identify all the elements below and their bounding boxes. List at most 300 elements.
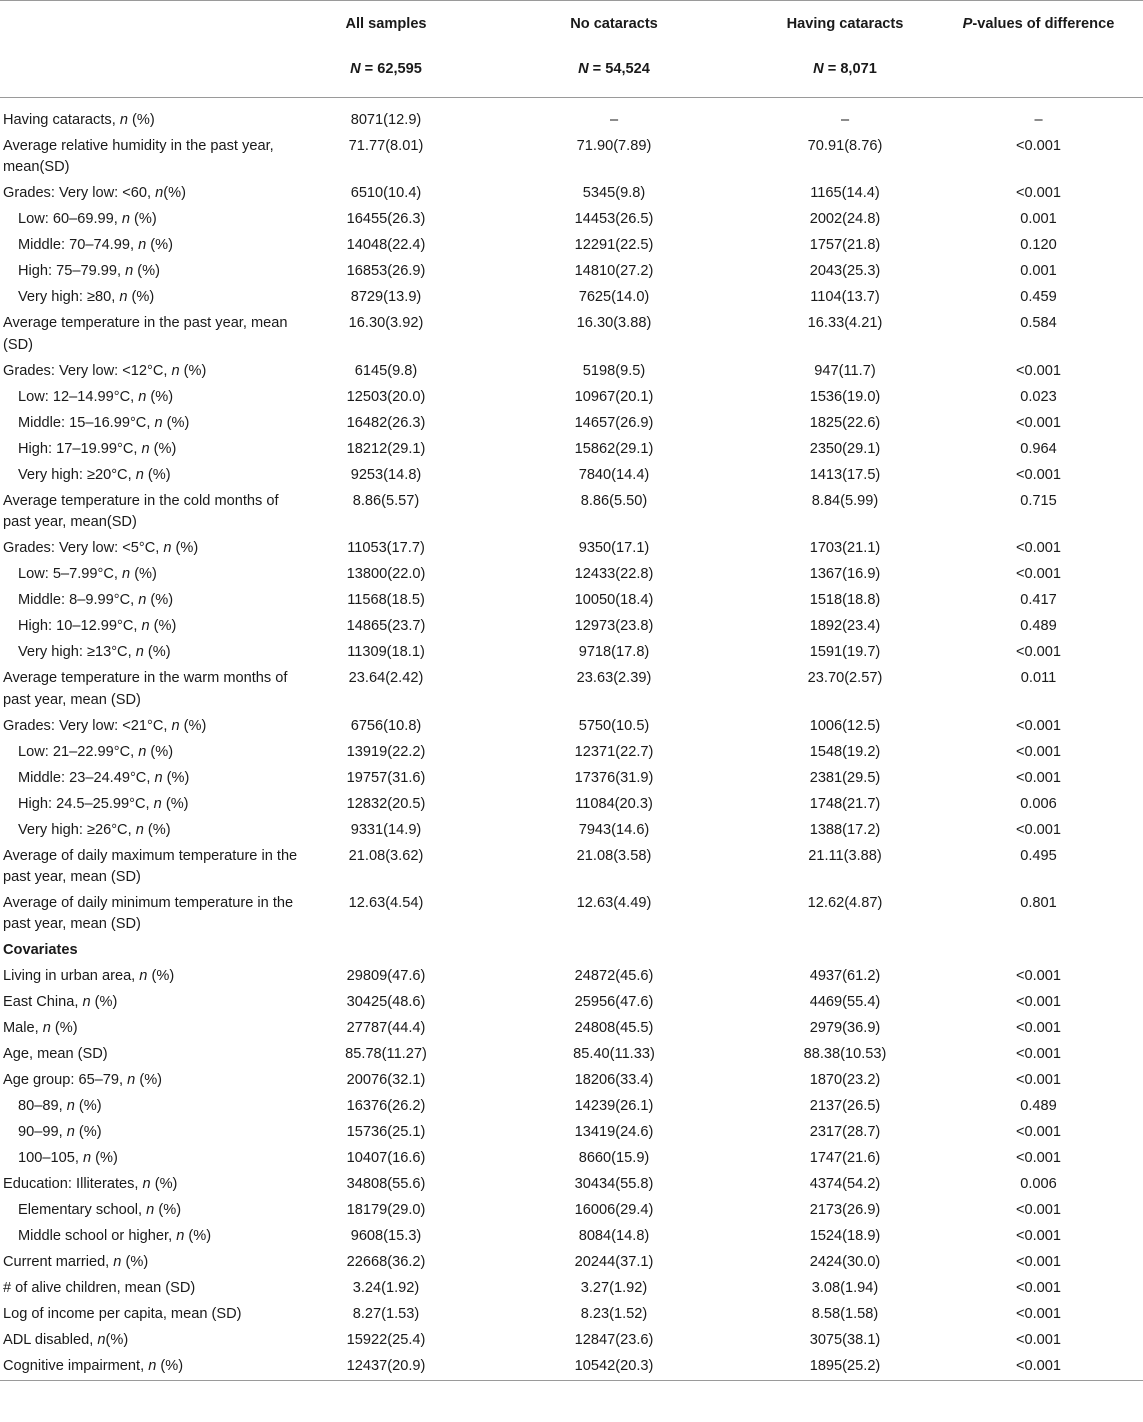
row-label-unit: (%) — [156, 1358, 184, 1375]
cell-no-cataracts: 12291(22.5) — [574, 237, 654, 254]
cell-having-cataracts: 1367(16.9) — [809, 566, 881, 583]
row-label-unit: (%) — [147, 968, 175, 985]
cell-no-cataracts: 14657(26.9) — [574, 414, 654, 431]
row-label-n: n — [138, 592, 147, 609]
cell-having-cataracts: 1518(18.8) — [809, 592, 881, 609]
row-label-text: Age group: 65–79, — [3, 1072, 128, 1089]
cell-p-value: <0.001 — [1015, 540, 1062, 557]
row-label-unit: (%) — [184, 1228, 212, 1245]
row-label-text: Average relative humidity in the past year, mean(SD) — [3, 138, 274, 176]
cell-all-samples: 18179(29.0) — [346, 1202, 426, 1219]
cell-all-samples: 85.78(11.27) — [345, 1046, 427, 1063]
row-label-text: Age, mean (SD) — [3, 1046, 108, 1063]
row-label-text: High: 75–79.99, — [18, 263, 126, 280]
cell-having-cataracts: 2173(26.9) — [809, 1202, 881, 1219]
row-label-n: n — [82, 994, 91, 1011]
cell-p-value: 0.964 — [1020, 440, 1057, 457]
row-label-text: Grades: Very low: <12°C, — [3, 362, 172, 379]
row-label-text: Average temperature in the warm months of past year, mean (SD) — [3, 670, 288, 708]
cell-p-value: <0.001 — [1015, 138, 1062, 154]
cell-p-value: <0.001 — [1015, 994, 1062, 1011]
row-label — [0, 359, 300, 385]
row-label — [0, 437, 300, 463]
cell-all-samples: 16853(26.9) — [346, 263, 426, 280]
cell-p-value: 0.495 — [1020, 847, 1057, 864]
header-no-cataracts: No cataracts — [472, 1, 756, 60]
cell-all-samples: 71.77(8.01) — [348, 138, 424, 154]
row-label-n: n — [82, 1150, 92, 1167]
cell-no-cataracts: 7943(14.6) — [578, 821, 650, 838]
cell-all-samples: 12503(20.0) — [346, 388, 426, 405]
row-label-text: Living in urban area, — [3, 968, 140, 985]
header-all-samples: All samples — [300, 1, 472, 60]
cell-having-cataracts: 1895(25.2) — [756, 1354, 934, 1381]
row-label — [0, 233, 300, 259]
cell-no-cataracts: 24872(45.6) — [574, 968, 654, 985]
cell-p-value: <0.001 — [1015, 185, 1062, 202]
row-label — [0, 411, 300, 437]
cell-p-value: <0.001 — [1015, 1254, 1062, 1271]
row-label-n: n — [154, 414, 163, 431]
row-label-text: Low: 5–7.99°C, — [18, 566, 123, 583]
cell-having-cataracts: 2381(29.5) — [809, 769, 881, 786]
cell-having-cataracts: 2137(26.5) — [809, 1098, 881, 1115]
row-label-unit: (%) — [50, 1020, 78, 1037]
cell-all-samples: 20076(32.1) — [346, 1072, 426, 1089]
cell-all-samples: 8.86(5.57) — [352, 492, 420, 509]
n-letter: N — [578, 61, 589, 77]
cell-having-cataracts: 1591(19.7) — [809, 644, 881, 661]
cell-all-samples: 11568(18.5) — [347, 592, 425, 609]
row-label-n: n — [146, 1202, 155, 1219]
cell-having-cataracts: 1892(23.4) — [809, 618, 881, 635]
cell-having-cataracts: 21.11(3.88) — [808, 847, 882, 864]
header-having-cataracts: Having cataracts — [756, 1, 934, 60]
table-body — [0, 98, 1143, 1381]
table-row — [0, 766, 1143, 792]
row-label — [0, 1250, 300, 1276]
table-row — [0, 1172, 1143, 1198]
row-label-unit: (%) — [146, 743, 174, 760]
cell-having-cataracts — [756, 938, 934, 964]
row-label-unit: (%) — [74, 1124, 102, 1141]
row-label-text: Cognitive impairment, — [3, 1358, 149, 1375]
table-row — [0, 385, 1143, 411]
row-label-n: n — [119, 112, 128, 128]
table-row — [0, 990, 1143, 1016]
cell-all-samples: 15736(25.1) — [346, 1124, 426, 1141]
cell-all-samples: 16482(26.3) — [346, 414, 426, 431]
cell-no-cataracts: 8084(14.8) — [578, 1228, 650, 1245]
cell-all-samples: 9608(15.3) — [350, 1228, 422, 1245]
row-label-n: n — [66, 1124, 75, 1141]
cell-no-cataracts: 12433(22.8) — [574, 566, 654, 583]
table-row — [0, 891, 1143, 938]
cell-no-cataracts: 5750(10.5) — [578, 717, 650, 734]
row-label-text: Current married, — [3, 1254, 114, 1271]
cell-p-value: <0.001 — [1015, 362, 1062, 379]
row-label-text: East China, — [3, 994, 83, 1011]
cell-having-cataracts: 1006(12.5) — [809, 717, 881, 734]
row-label — [0, 1354, 300, 1381]
cell-all-samples: 14048(22.4) — [346, 237, 426, 254]
row-label-unit: (%) — [149, 618, 177, 635]
table-row — [0, 1146, 1143, 1172]
cell-having-cataracts: 1413(17.5) — [809, 466, 881, 483]
row-label — [0, 766, 300, 792]
row-label-n: n — [155, 185, 164, 202]
row-label-n: n — [113, 1254, 122, 1271]
cell-p-value: 0.023 — [1020, 388, 1057, 405]
row-label-unit: (%) — [133, 263, 160, 280]
cell-p-value: 0.715 — [1020, 492, 1057, 509]
row-label-unit: (%) — [163, 185, 186, 202]
row-label — [0, 1198, 300, 1224]
row-label — [0, 1016, 300, 1042]
cell-no-cataracts: 24808(45.5) — [574, 1020, 654, 1037]
cell-no-cataracts: 14239(26.1) — [574, 1098, 654, 1115]
cell-no-cataracts: 8660(15.9) — [578, 1150, 650, 1167]
cell-having-cataracts: 16.33(4.21) — [807, 315, 883, 332]
row-label-text: Very high: ≥13°C, — [18, 644, 136, 661]
row-label-unit: (%) — [154, 1202, 182, 1219]
table-row — [0, 588, 1143, 614]
row-label-n: n — [141, 440, 150, 457]
table-row — [0, 818, 1143, 844]
cell-having-cataracts: 88.38(10.53) — [803, 1046, 887, 1063]
cell-no-cataracts: 71.90(7.89) — [576, 138, 652, 154]
row-label-text: Middle: 23–24.49°C, — [18, 769, 155, 786]
row-label — [0, 181, 300, 207]
table-row — [0, 1068, 1143, 1094]
cell-all-samples: 30425(48.6) — [346, 994, 426, 1011]
cell-no-cataracts: 25956(47.6) — [574, 994, 654, 1011]
cell-no-cataracts: 15862(29.1) — [574, 440, 654, 457]
cell-p-value: 0.489 — [1020, 1098, 1057, 1115]
row-label — [0, 740, 300, 766]
n-letter: N — [813, 61, 824, 77]
cell-all-samples: 3.24(1.92) — [352, 1280, 420, 1297]
cell-all-samples: 34808(55.6) — [346, 1176, 426, 1193]
row-label-unit: (%) — [91, 1150, 118, 1167]
row-label — [0, 891, 300, 938]
row-label-unit: (%) — [179, 362, 207, 379]
cell-no-cataracts: 9350(17.1) — [578, 540, 650, 557]
row-label-text: Average temperature in the past year, mean (SD) — [3, 315, 288, 353]
row-label — [0, 588, 300, 614]
cell-p-value: 0.459 — [1020, 289, 1057, 306]
row-label — [0, 990, 300, 1016]
cell-no-cataracts: 9718(17.8) — [578, 644, 650, 661]
cell-no-cataracts: 17376(31.9) — [574, 769, 654, 786]
table-row — [0, 359, 1143, 385]
row-label-text: Middle: 8–9.99°C, — [18, 592, 139, 609]
cell-having-cataracts: 4937(61.2) — [809, 968, 881, 985]
table-row — [0, 1276, 1143, 1302]
header-n-no — [472, 59, 756, 98]
table-row — [0, 1302, 1143, 1328]
cell-all-samples: 16455(26.3) — [346, 211, 426, 228]
row-label — [0, 536, 300, 562]
cell-p-value: <0.001 — [1015, 821, 1062, 838]
cell-all-samples: 8071(12.9) — [350, 112, 422, 128]
cell-all-samples: 12832(20.5) — [346, 795, 426, 812]
cell-having-cataracts: 12.62(4.87) — [807, 895, 883, 912]
header-n-blank — [0, 59, 300, 98]
cell-all-samples: 8729(13.9) — [350, 289, 422, 306]
cell-all-samples: 13800(22.0) — [346, 566, 426, 583]
row-label — [0, 311, 300, 358]
cell-p-value: 0.001 — [1020, 263, 1057, 280]
cell-p-value: <0.001 — [1015, 1150, 1062, 1167]
cell-having-cataracts: 1165(14.4) — [810, 185, 880, 202]
cell-having-cataracts: 8.84(5.99) — [811, 492, 879, 509]
cell-all-samples: 11053(17.7) — [347, 540, 425, 557]
table-row — [0, 463, 1143, 489]
table-row — [0, 1016, 1143, 1042]
row-label-n: n — [138, 743, 147, 760]
table-row — [0, 285, 1143, 311]
cell-having-cataracts: 4469(55.4) — [809, 994, 881, 1011]
table-row — [0, 1198, 1143, 1224]
table-row — [0, 1120, 1143, 1146]
header-blank — [0, 1, 300, 60]
row-label — [0, 1094, 300, 1120]
row-label-text: ADL disabled, — [3, 1332, 98, 1349]
row-label-n: n — [138, 237, 147, 254]
row-label-text: Middle: 15–16.99°C, — [18, 414, 155, 431]
cell-no-cataracts: 10542(20.3) — [472, 1354, 756, 1381]
n-value: = 54,524 — [588, 61, 650, 77]
row-label-unit: (%) — [143, 466, 171, 483]
row-label-unit: (%) — [129, 211, 157, 228]
row-label — [0, 489, 300, 536]
cell-all-samples: 22668(36.2) — [346, 1254, 426, 1271]
row-label-text: 90–99, — [18, 1124, 67, 1141]
cell-no-cataracts: 7840(14.4) — [578, 466, 650, 483]
cell-p-value: 0.001 — [1020, 211, 1057, 228]
cell-having-cataracts: 4374(54.2) — [809, 1176, 881, 1193]
cell-all-samples: 15922(25.4) — [346, 1332, 426, 1349]
row-label-n: n — [141, 618, 150, 635]
cell-having-cataracts: – — [840, 112, 850, 128]
table-row — [0, 714, 1143, 740]
cell-no-cataracts: 12.63(4.49) — [576, 895, 652, 912]
cell-p-value: 0.006 — [1020, 1176, 1057, 1193]
row-label — [0, 614, 300, 640]
cell-having-cataracts: 1548(19.2) — [809, 743, 881, 760]
row-label-n: n — [135, 821, 144, 838]
cell-p-value: <0.001 — [1015, 466, 1062, 483]
row-label — [0, 844, 300, 891]
row-label-n: n — [148, 1358, 157, 1375]
table-row — [0, 640, 1143, 666]
row-label-text: Middle: 70–74.99, — [18, 237, 139, 254]
row-label — [0, 562, 300, 588]
table-row — [0, 1354, 1143, 1381]
row-label — [0, 1328, 300, 1354]
row-label — [0, 1042, 300, 1068]
cell-all-samples: 19757(31.6) — [346, 769, 426, 786]
row-label-text: Covariates — [3, 942, 78, 959]
cell-no-cataracts: – — [609, 112, 619, 128]
cell-having-cataracts: 3075(38.1) — [809, 1332, 881, 1349]
cell-all-samples: 16.30(3.92) — [348, 315, 424, 332]
row-label — [0, 1172, 300, 1198]
row-label — [0, 134, 300, 181]
n-value: = 62,595 — [360, 61, 422, 77]
row-label-text: Low: 21–22.99°C, — [18, 743, 139, 760]
cell-no-cataracts: 10967(20.1) — [574, 388, 654, 405]
cell-p-value: <0.001 — [1015, 566, 1062, 583]
row-label-unit: (%) — [171, 540, 199, 557]
cell-having-cataracts: 947(11.7) — [814, 362, 876, 379]
row-label-text: High: 17–19.99°C, — [18, 440, 142, 457]
table-row — [0, 1224, 1143, 1250]
row-label-n: n — [125, 263, 134, 280]
cell-having-cataracts: 1536(19.0) — [809, 388, 881, 405]
row-label-text: 100–105, — [18, 1150, 83, 1167]
row-label — [0, 463, 300, 489]
row-label — [0, 207, 300, 233]
cell-no-cataracts: 21.08(3.58) — [576, 847, 652, 864]
row-label-unit: (%) — [135, 1072, 163, 1089]
header-p-values — [934, 1, 1143, 60]
header-n-all — [300, 59, 472, 98]
table-row — [0, 562, 1143, 588]
row-label-n: n — [171, 717, 180, 734]
cell-p-value: <0.001 — [1015, 1202, 1062, 1219]
table-row — [0, 411, 1143, 437]
row-label-unit: (%) — [74, 1098, 102, 1115]
row-label-unit: (%) — [127, 112, 155, 128]
cell-p-value: 0.801 — [1020, 895, 1057, 912]
cell-no-cataracts: 12847(23.6) — [574, 1332, 654, 1349]
row-label — [0, 792, 300, 818]
row-label-n: n — [42, 1020, 51, 1037]
table-header — [0, 1, 1143, 98]
table-row — [0, 536, 1143, 562]
row-label — [0, 818, 300, 844]
row-label — [0, 1276, 300, 1302]
cell-p-value: <0.001 — [1015, 644, 1062, 661]
cell-no-cataracts: 14810(27.2) — [574, 263, 654, 280]
cell-no-cataracts: 12973(23.8) — [574, 618, 654, 635]
cell-having-cataracts: 2979(36.9) — [809, 1020, 881, 1037]
cell-no-cataracts: 16.30(3.88) — [576, 315, 652, 332]
row-label-text: Low: 60–69.99, — [18, 211, 122, 228]
row-label-text: Grades: Very low: <5°C, — [3, 540, 164, 557]
cell-all-samples: 16376(26.2) — [346, 1098, 426, 1115]
cell-having-cataracts: 3.08(1.94) — [811, 1280, 879, 1297]
row-label-text: Elementary school, — [18, 1202, 147, 1219]
cell-all-samples: 27787(44.4) — [346, 1020, 426, 1037]
row-label-text: Average of daily maximum temperature in the past year, mean (SD) — [3, 847, 298, 886]
cell-having-cataracts: 23.70(2.57) — [807, 670, 883, 687]
row-label-unit: (%) — [143, 644, 171, 661]
cell-p-value: – — [1034, 112, 1043, 128]
row-label — [0, 98, 300, 135]
cell-no-cataracts: 18206(33.4) — [574, 1072, 654, 1089]
row-label-unit: (%) — [179, 717, 207, 734]
row-label-n: n — [135, 644, 144, 661]
cell-all-samples: 21.08(3.62) — [348, 847, 424, 864]
row-label-n: n — [171, 362, 180, 379]
row-label — [0, 640, 300, 666]
row-label — [0, 938, 300, 964]
row-label-n: n — [142, 1176, 151, 1193]
cell-p-value: 0.011 — [1020, 670, 1057, 687]
cell-p-value: <0.001 — [1015, 717, 1062, 734]
cell-no-cataracts: 12371(22.7) — [574, 743, 654, 760]
header-n-p-blank — [934, 59, 1143, 98]
row-label-n: n — [138, 388, 147, 405]
row-label-text: Having cataracts, — [3, 112, 120, 128]
row-label — [0, 259, 300, 285]
cell-all-samples: 12.63(4.54) — [348, 895, 424, 912]
cell-p-value: <0.001 — [1015, 769, 1062, 786]
cell-all-samples: 8.27(1.53) — [352, 1306, 420, 1323]
cell-no-cataracts: 3.27(1.92) — [580, 1280, 648, 1297]
cell-all-samples: 9331(14.9) — [350, 821, 422, 838]
cell-having-cataracts: 1757(21.8) — [809, 237, 881, 254]
row-label-unit: (%) — [121, 1254, 149, 1271]
row-label — [0, 1146, 300, 1172]
cell-p-value: <0.001 — [1015, 1046, 1062, 1063]
table-row — [0, 1328, 1143, 1354]
cell-no-cataracts: 11084(20.3) — [575, 795, 653, 812]
cell-having-cataracts: 1524(18.9) — [809, 1228, 881, 1245]
cell-all-samples: 6756(10.8) — [350, 717, 422, 734]
table-row — [0, 740, 1143, 766]
cell-having-cataracts: 2424(30.0) — [809, 1254, 881, 1271]
row-label-unit: (%) — [127, 289, 155, 306]
cell-all-samples: 18212(29.1) — [346, 440, 426, 457]
header-p-letter: P — [962, 16, 973, 32]
row-label-n: n — [121, 211, 130, 228]
row-label-unit: (%) — [162, 769, 190, 786]
cell-no-cataracts: 7625(14.0) — [578, 289, 650, 306]
table-row — [0, 98, 1143, 135]
row-label-unit: (%) — [146, 388, 174, 405]
row-label-n: n — [66, 1098, 75, 1115]
row-label-n: n — [135, 466, 144, 483]
row-label-text: Average of daily minimum temperature in the past year, mean (SD) — [3, 895, 294, 933]
cell-having-cataracts: 1747(21.6) — [809, 1150, 881, 1167]
table-row — [0, 489, 1143, 536]
cell-p-value: 0.006 — [1020, 795, 1057, 812]
cell-p-value: <0.001 — [1015, 1332, 1062, 1349]
row-label-text: Average temperature in the cold months of past year, mean(SD) — [3, 492, 279, 531]
cell-p-value: 0.120 — [1020, 237, 1057, 254]
row-label-text: 80–89, — [18, 1098, 67, 1115]
cell-no-cataracts: 16006(29.4) — [574, 1202, 654, 1219]
cell-all-samples: 10407(16.6) — [346, 1150, 426, 1167]
cell-having-cataracts: 1870(23.2) — [809, 1072, 881, 1089]
row-label-text: Middle school or higher, — [18, 1228, 177, 1245]
table-row — [0, 844, 1143, 891]
cell-all-samples: 6145(9.8) — [354, 362, 418, 379]
cell-having-cataracts: 70.91(8.76) — [807, 138, 883, 154]
table-row — [0, 311, 1143, 358]
row-label-unit: (%) — [149, 440, 177, 457]
row-label-n: n — [127, 1072, 136, 1089]
row-label-unit: (%) — [150, 1176, 178, 1193]
table-row — [0, 181, 1143, 207]
row-label-unit: (%) — [162, 414, 190, 431]
row-label-n: n — [119, 289, 128, 306]
row-label-text: Low: 12–14.99°C, — [18, 388, 139, 405]
